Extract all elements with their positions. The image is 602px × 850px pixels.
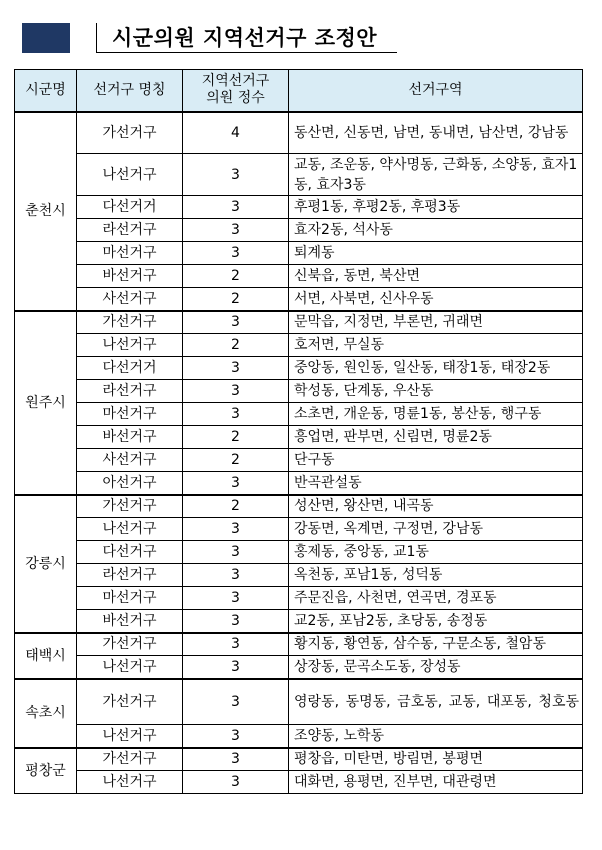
table-body xyxy=(15,112,583,794)
seats-cell: 3 xyxy=(183,587,289,610)
district-name-cell: 나선거구 xyxy=(77,518,183,541)
area-cell: 상장동, 문곡소도동, 장성동 xyxy=(289,656,583,679)
area-cell: 반곡관설동 xyxy=(289,472,583,495)
table-row xyxy=(15,196,583,219)
district-name-cell: 나선거구 xyxy=(77,656,183,679)
area-cell: 효자2동, 석사동 xyxy=(289,219,583,242)
header-seats xyxy=(183,70,289,112)
table-row xyxy=(15,288,583,311)
table-row xyxy=(15,334,583,357)
seats-cell: 2 xyxy=(183,426,289,449)
area-cell: 퇴계동 xyxy=(289,242,583,265)
area-cell: 학성동, 단계동, 우산동 xyxy=(289,380,583,403)
district-name-cell: 다선거거 xyxy=(77,357,183,380)
table-row xyxy=(15,449,583,472)
area-cell: 평창읍, 미탄면, 방림면, 봉평면 xyxy=(289,748,583,771)
district-name-cell: 사선거구 xyxy=(77,449,183,472)
table-row xyxy=(15,656,583,679)
area-cell: 대화면, 용평면, 진부면, 대관령면 xyxy=(289,771,583,794)
area-cell: 강동면, 옥계면, 구정면, 강남동 xyxy=(289,518,583,541)
page-title: 시군의원 지역선거구 조정안 xyxy=(112,26,378,50)
district-name-cell: 가선거구 xyxy=(77,112,183,154)
district-name-cell: 가선거구 xyxy=(77,748,183,771)
area-cell: 조양동, 노학동 xyxy=(289,725,583,748)
area-cell: 소초면, 개운동, 명륜1동, 봉산동, 행구동 xyxy=(289,403,583,426)
seats-cell: 3 xyxy=(183,771,289,794)
district-name-cell: 가선거구 xyxy=(77,495,183,518)
district-name-cell: 가선거구 xyxy=(77,311,183,334)
district-name-cell: 마선거구 xyxy=(77,587,183,610)
district-table xyxy=(14,69,583,794)
seats-cell: 3 xyxy=(183,656,289,679)
table-row xyxy=(15,357,583,380)
area-cell: 동산면, 신동면, 남면, 동내면, 남산면, 강남동 xyxy=(289,112,583,154)
area-cell: 신북읍, 동면, 북산면 xyxy=(289,265,583,288)
city-cell: 원주시 xyxy=(15,311,77,495)
table-row xyxy=(15,154,583,196)
seats-cell: 3 xyxy=(183,748,289,771)
seats-cell: 3 xyxy=(183,518,289,541)
header-color-block xyxy=(22,23,70,53)
seats-cell: 3 xyxy=(183,196,289,219)
table-row xyxy=(15,610,583,633)
district-name-cell: 아선거구 xyxy=(77,472,183,495)
seats-cell: 3 xyxy=(183,725,289,748)
area-cell: 성산면, 왕산면, 내곡동 xyxy=(289,495,583,518)
table-row xyxy=(15,472,583,495)
district-name-cell: 나선거구 xyxy=(77,771,183,794)
district-name-cell: 사선거구 xyxy=(77,288,183,311)
area-cell: 호저면, 무실동 xyxy=(289,334,583,357)
table-row xyxy=(15,725,583,748)
area-cell: 황지동, 황연동, 삼수동, 구문소동, 철암동 xyxy=(289,633,583,656)
district-name-cell: 다선거거 xyxy=(77,196,183,219)
table-row xyxy=(15,219,583,242)
seats-cell: 3 xyxy=(183,679,289,725)
table-row xyxy=(15,112,583,154)
area-cell: 서면, 사북면, 신사우동 xyxy=(289,288,583,311)
city-cell: 속초시 xyxy=(15,679,77,748)
district-name-cell: 바선거구 xyxy=(77,610,183,633)
table-row xyxy=(15,587,583,610)
table-row xyxy=(15,771,583,794)
seats-cell: 2 xyxy=(183,449,289,472)
seats-cell: 3 xyxy=(183,380,289,403)
district-name-cell: 나선거구 xyxy=(77,154,183,196)
district-name-cell: 다선거구 xyxy=(77,541,183,564)
table-row xyxy=(15,242,583,265)
table-row xyxy=(15,518,583,541)
table-row xyxy=(15,311,583,334)
table-header-row xyxy=(15,70,583,112)
header-city: 시군명 xyxy=(15,70,77,112)
area-cell: 후평1동, 후평2동, 후평3동 xyxy=(289,196,583,219)
seats-cell: 3 xyxy=(183,633,289,656)
header-area: 선거구역 xyxy=(289,70,583,112)
document-header xyxy=(22,20,382,54)
table-row xyxy=(15,541,583,564)
seats-cell: 3 xyxy=(183,357,289,380)
header-divider xyxy=(96,23,97,53)
area-cell: 단구동 xyxy=(289,449,583,472)
area-cell: 문막읍, 지정면, 부론면, 귀래면 xyxy=(289,311,583,334)
seats-cell: 2 xyxy=(183,288,289,311)
district-name-cell: 바선거구 xyxy=(77,265,183,288)
table-row xyxy=(15,265,583,288)
district-name-cell: 나선거구 xyxy=(77,725,183,748)
district-name-cell: 라선거구 xyxy=(77,219,183,242)
district-name-cell: 나선거구 xyxy=(77,334,183,357)
area-cell: 교2동, 포남2동, 초당동, 송정동 xyxy=(289,610,583,633)
area-cell: 교동, 조운동, 약사명동, 근화동, 소양동, 효자1동, 효자3동 xyxy=(289,154,583,196)
seats-cell: 3 xyxy=(183,403,289,426)
city-cell: 강릉시 xyxy=(15,495,77,633)
area-cell: 중앙동, 원인동, 일산동, 태장1동, 태장2동 xyxy=(289,357,583,380)
seats-cell: 3 xyxy=(183,610,289,633)
table-row xyxy=(15,679,583,725)
title-underline xyxy=(97,52,397,53)
table-row xyxy=(15,380,583,403)
seats-cell: 2 xyxy=(183,265,289,288)
seats-cell: 3 xyxy=(183,219,289,242)
table-row xyxy=(15,403,583,426)
seats-cell: 3 xyxy=(183,472,289,495)
seats-cell: 3 xyxy=(183,311,289,334)
seats-cell: 3 xyxy=(183,154,289,196)
seats-cell: 3 xyxy=(183,541,289,564)
seats-cell: 2 xyxy=(183,495,289,518)
district-name-cell: 라선거구 xyxy=(77,380,183,403)
table-row xyxy=(15,564,583,587)
seats-cell: 2 xyxy=(183,334,289,357)
area-cell: 영랑동, 동명동, 금호동, 교동, 대포동, 청호동 xyxy=(289,679,583,725)
table-row xyxy=(15,426,583,449)
table-row xyxy=(15,495,583,518)
area-cell: 옥천동, 포남1동, 성덕동 xyxy=(289,564,583,587)
district-name-cell: 라선거구 xyxy=(77,564,183,587)
area-cell: 홍제동, 중앙동, 교1동 xyxy=(289,541,583,564)
header-district-name: 선거구 명칭 xyxy=(77,70,183,112)
city-cell: 태백시 xyxy=(15,633,77,679)
district-name-cell: 마선거구 xyxy=(77,242,183,265)
seats-cell: 3 xyxy=(183,242,289,265)
table-row xyxy=(15,748,583,771)
area-cell: 주문진읍, 사천면, 연곡면, 경포동 xyxy=(289,587,583,610)
seats-cell: 4 xyxy=(183,112,289,154)
district-name-cell: 가선거구 xyxy=(77,633,183,656)
seats-cell: 3 xyxy=(183,564,289,587)
area-cell: 흥업면, 판부면, 신림면, 명륜2동 xyxy=(289,426,583,449)
district-name-cell: 바선거구 xyxy=(77,426,183,449)
table-row xyxy=(15,633,583,656)
header-seats-line1: 지역선거구 xyxy=(201,73,270,90)
district-name-cell: 가선거구 xyxy=(77,679,183,725)
header-seats-line2: 의원 정수 xyxy=(206,90,265,107)
city-cell: 평창군 xyxy=(15,748,77,794)
city-cell: 춘천시 xyxy=(15,112,77,311)
district-name-cell: 마선거구 xyxy=(77,403,183,426)
